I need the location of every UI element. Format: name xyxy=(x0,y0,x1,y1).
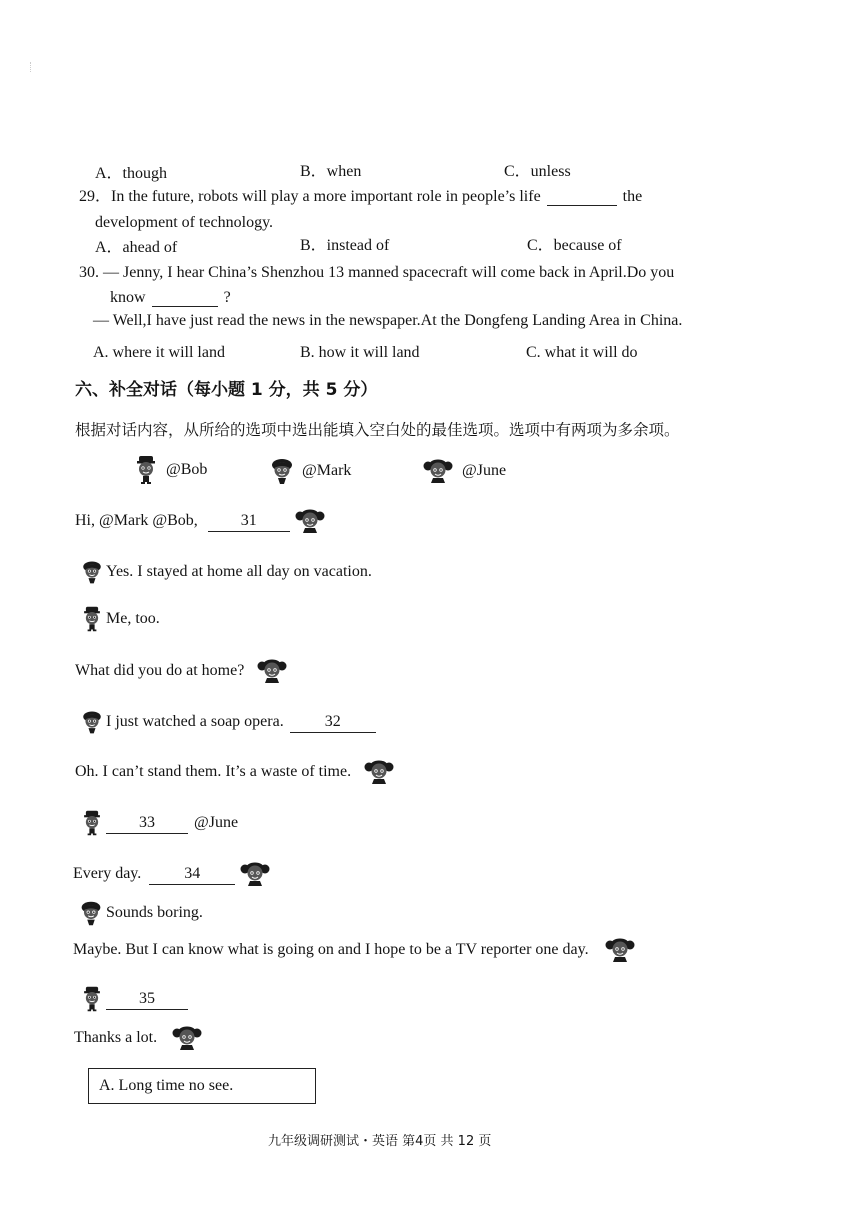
section6-heading: 六、补全对话（每小题 1 分，共 5 分） xyxy=(75,380,378,400)
dialogue-text: Yes. I stayed at home all day on vacation. xyxy=(106,563,372,580)
dialogue-line-10 xyxy=(73,935,639,965)
q30-know-text: know xyxy=(110,289,146,306)
q28-option-a: A．though xyxy=(95,165,168,182)
q30-answer-blank xyxy=(152,290,218,307)
mark-face-icon xyxy=(78,557,106,587)
legend-bob xyxy=(130,455,207,485)
bob-face-icon xyxy=(130,455,162,485)
q30-stem-line1: 30. — Jenny, I hear China’s Shenzhou 13 manned spacecraft will come back in April.Do you xyxy=(79,264,675,281)
q29-stem-text: 29．In the future, robots will play a more important role in people’s life xyxy=(79,188,541,205)
dialogue-line-12 xyxy=(74,1023,205,1053)
dialogue-line-4 xyxy=(75,656,288,686)
dialogue-text: Hi, @Mark @Bob, xyxy=(75,512,198,529)
q29-answer-blank xyxy=(547,189,617,206)
dialogue-text: @June xyxy=(194,814,239,831)
legend-june-label: @June xyxy=(462,462,507,479)
q29-stem-line2: development of technology. xyxy=(95,214,274,231)
dialogue-text: Sounds boring. xyxy=(106,904,203,921)
blank-35: 35 xyxy=(106,989,188,1010)
dialogue-text: I just watched a soap opera. xyxy=(106,713,284,730)
legend-mark xyxy=(266,456,351,486)
q29-option-b: B．instead of xyxy=(300,237,390,254)
dialogue-text: Thanks a lot. xyxy=(74,1029,158,1046)
q29-stem-tail: the xyxy=(622,188,643,205)
dialogue-line-31 xyxy=(75,506,326,536)
bob-face-icon xyxy=(78,604,106,634)
blank-34: 34 xyxy=(149,864,235,885)
june-face-icon xyxy=(239,859,271,889)
blank-33: 33 xyxy=(106,813,188,834)
june-face-icon xyxy=(601,935,639,965)
dialogue-line-33 xyxy=(78,808,238,838)
bob-face-icon xyxy=(78,808,106,838)
june-face-icon xyxy=(169,1023,205,1053)
june-face-icon xyxy=(294,506,326,536)
dialogue-text: Maybe. But I can know what is going on and I hope to be a TV reporter one day. xyxy=(73,941,589,958)
blank-31: 31 xyxy=(208,511,290,532)
q30-question-mark: ? xyxy=(223,289,231,306)
dialogue-line-2 xyxy=(78,557,372,587)
legend-mark-label: @Mark xyxy=(302,462,352,479)
q29-stem-line1 xyxy=(79,187,642,207)
section6-instruction: 根据对话内容，从所给的选项中选出能填入空白处的最佳选项。选项中有两项为多余项。 xyxy=(75,421,680,439)
q30-option-a: A. where it will land xyxy=(93,344,225,361)
q30-option-b: B. how it will land xyxy=(300,344,420,361)
mark-face-icon xyxy=(266,456,298,486)
june-face-icon xyxy=(363,757,395,787)
option-a: A. Long time no see. xyxy=(99,1077,234,1094)
dialogue-line-35 xyxy=(78,984,188,1014)
q28-option-c: C．unless xyxy=(504,163,571,180)
dialogue-text: Oh. I can’t stand them. It’s a waste of time. xyxy=(75,763,352,780)
page-footer: 九年级调研测试・英语 第4页 共 12 页 xyxy=(268,1134,492,1149)
dialogue-line-32 xyxy=(78,707,376,737)
mark-face-icon xyxy=(78,707,106,737)
june-face-icon xyxy=(418,456,458,486)
dialogue-line-9 xyxy=(76,898,203,928)
options-box xyxy=(88,1068,316,1104)
q28-option-b: B．when xyxy=(300,163,362,180)
q29-option-a: A．ahead of xyxy=(95,239,178,256)
q30-option-c: C. what it will do xyxy=(526,344,638,361)
dialogue-text: What did you do at home? xyxy=(75,662,245,679)
dialogue-text: Me, too. xyxy=(106,610,160,627)
dialogue-line-6 xyxy=(75,757,395,787)
dialogue-line-34 xyxy=(73,859,271,889)
scan-speck xyxy=(30,62,33,72)
q30-reply-line: — Well,I have just read the news in the newspaper.At the Dongfeng Landing Area in China. xyxy=(93,312,683,329)
q29-option-c: C．because of xyxy=(527,237,622,254)
legend-june xyxy=(418,456,506,486)
dialogue-line-3 xyxy=(78,604,160,634)
blank-32: 32 xyxy=(290,712,376,733)
june-face-icon xyxy=(256,656,288,686)
dialogue-text: Every day. xyxy=(73,865,142,882)
mark-face-icon xyxy=(76,898,106,928)
bob-face-icon xyxy=(78,984,106,1014)
legend-bob-label: @Bob xyxy=(166,461,208,478)
q30-stem-line2 xyxy=(110,288,231,308)
